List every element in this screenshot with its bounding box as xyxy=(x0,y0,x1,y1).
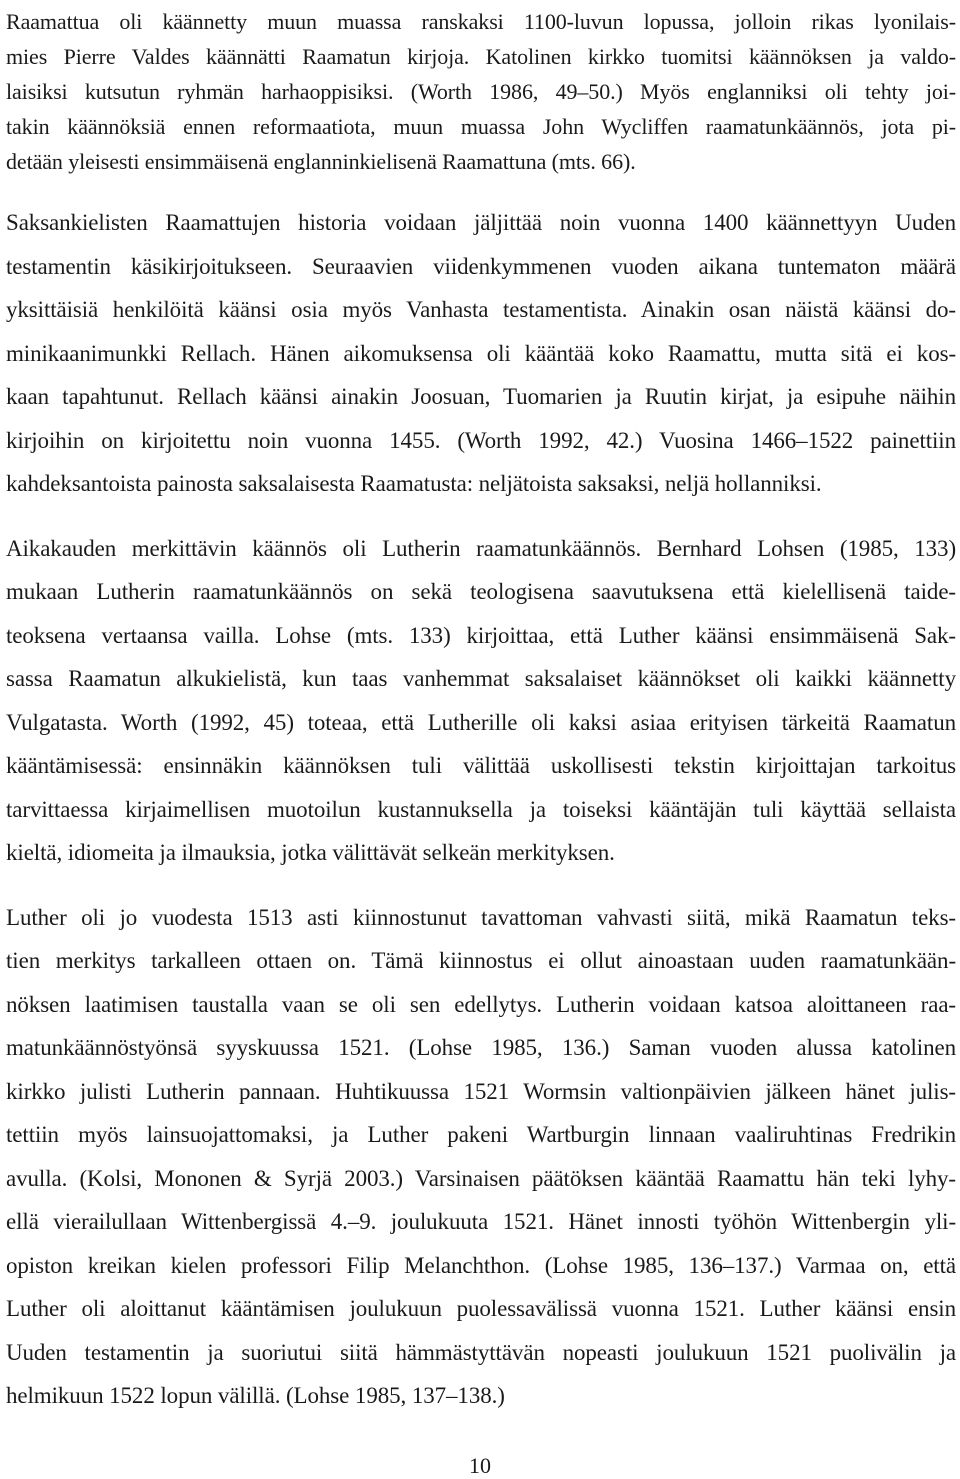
text-line: minikaanimunkki Rellach. Hänen aikomuksensa oli kääntää koko Raamattu, mutta sitä ei kos- xyxy=(6,340,956,366)
text-line: mukaan Lutherin raamatunkäännös on sekä teologisena saavutuksena että kielellisenä taide- xyxy=(6,579,956,604)
page-number: 10 xyxy=(469,1453,491,1478)
paragraph-german-bibles-history xyxy=(6,201,956,506)
text-line: mies Pierre Valdes käännätti Raamatun kirjoja. Katolinen kirkko tuomitsi käännöksen ja valdo- xyxy=(6,44,956,69)
text-line: yksittäisiä henkilöitä käänsi osia myös Vanhasta testamentista. Ainakin osan näistä käänsi do- xyxy=(6,297,956,322)
text-line: tien merkitys tarkalleen ottaen on. Tämä kiinnostus ei ollut ainoastaan uuden raamatunkään- xyxy=(6,948,956,973)
text-line: Saksankielisten Raamattujen historia voidaan jäljittää noin vuonna 1400 käännettyyn Uuden xyxy=(6,210,956,235)
document-page xyxy=(6,4,956,1418)
text-line: kääntämisessä: ensinnäkin käännöksen tuli välittää uskollisesti tekstin kirjoittajan tarkoitus xyxy=(6,753,956,778)
text-line: matunkäännöstyönsä syyskuussa 1521. (Lohse 1985, 136.) Saman vuoden alussa katolinen xyxy=(6,1035,956,1060)
text-line: teoksena vertaansa vailla. Lohse (mts. 133) kirjoittaa, että Luther käänsi ensimmäisenä Sak- xyxy=(6,622,956,648)
text-line: Vulgatasta. Worth (1992, 45) toteaa, että Lutherille oli kaksi asiaa erityisen tärkeitä Raamatun xyxy=(6,709,956,735)
text-line: Aikakauden merkittävin käännös oli Lutherin raamatunkäännös. Bernhard Lohsen (1985, 133) xyxy=(6,535,956,561)
text-line: Uuden testamentin ja suoriutui siitä hämmästyttävän nopeasti joulukuun 1521 puolivälin ja xyxy=(6,1339,956,1365)
text-line: kirkko julisti Lutherin pannaan. Huhtikuussa 1521 Wormsin valtionpäivien jälkeen hänet julis- xyxy=(6,1078,956,1104)
text-line: Luther oli jo vuodesta 1513 asti kiinnostunut tavattoman vahvasti siitä, mikä Raamatun teks- xyxy=(6,904,956,930)
text-line: helmikuun 1522 lopun välillä. (Lohse 1985, 137–138.) xyxy=(6,1383,505,1408)
text-line: kahdeksantoista painosta saksalaisesta Raamatusta: neljätoista saksaksi, neljä hollanniksi. xyxy=(6,471,822,496)
text-line: Luther oli aloittanut kääntämisen joulukuun puolessavälissä vuonna 1521. Luther käänsi ensin xyxy=(6,1296,956,1321)
text-line: Raamattua oli käännetty muun muassa ranskaksi 1100-luvun lopussa, jolloin rikas lyonilais- xyxy=(6,9,956,34)
paragraph-bible-translations-early xyxy=(6,4,956,179)
text-line: takin käännöksiä ennen reformaatiota, muun muassa John Wycliffen raamatunkäännös, jota pi- xyxy=(6,114,956,139)
paragraph-luther-translation xyxy=(6,527,956,875)
text-line: avulla. (Kolsi, Mononen & Syrjä 2003.) Varsinaisen päätöksen kääntää Raamattu hän teki lyhy- xyxy=(6,1165,956,1191)
text-line: sassa Raamatun alkukielistä, kun taas vanhemmat saksalaiset käännökset oli kaikki käännetty xyxy=(6,666,956,691)
text-line: laisiksi kutsutun ryhmän harhaoppisiksi. (Worth 1986, 49–50.) Myös englanniksi oli tehty joi- xyxy=(6,79,956,104)
text-line: tarvittaessa kirjaimellisen muotoilun kustannuksella ja toiseksi kääntäjän tuli käyttää sellaista xyxy=(6,796,956,822)
text-line: detään yleisesti ensimmäisenä englanninkielisenä Raamattuna (mts. 66). xyxy=(6,149,636,174)
text-line: testamentin käsikirjoitukseen. Seuraavien viidenkymmenen vuoden aikana tuntematon määrä xyxy=(6,253,956,279)
text-line: opiston kreikan kielen professori Filip Melanchthon. (Lohse 1985, 136–137.) Varmaa on, että xyxy=(6,1252,956,1278)
text-line: ellä vierailullaan Wittenbergissä 4.–9. joulukuuta 1521. Hänet innosti työhön Wittenbergin yli- xyxy=(6,1209,956,1234)
text-line: nöksen laatimisen taustalla vaan se oli sen edellytys. Lutherin voidaan katsoa aloittaneen raa- xyxy=(6,991,956,1017)
text-line: tettiin myös lainsuojattomaksi, ja Luther pakeni Wartburgin linnaan vaaliruhtinas Fredrikin xyxy=(6,1122,956,1147)
text-line: kirjoihin on kirjoitettu noin vuonna 1455. (Worth 1992, 42.) Vuosina 1466–1522 painettiin xyxy=(6,427,956,453)
paragraph-luther-work-timeline xyxy=(6,896,956,1418)
text-line: kaan tapahtunut. Rellach käänsi ainakin Joosuan, Tuomarien ja Ruutin kirjat, ja esipuhe näihin xyxy=(6,384,956,409)
text-line: kieltä, idiomeita ja ilmauksia, jotka välittävät selkeän merkityksen. xyxy=(6,840,615,865)
